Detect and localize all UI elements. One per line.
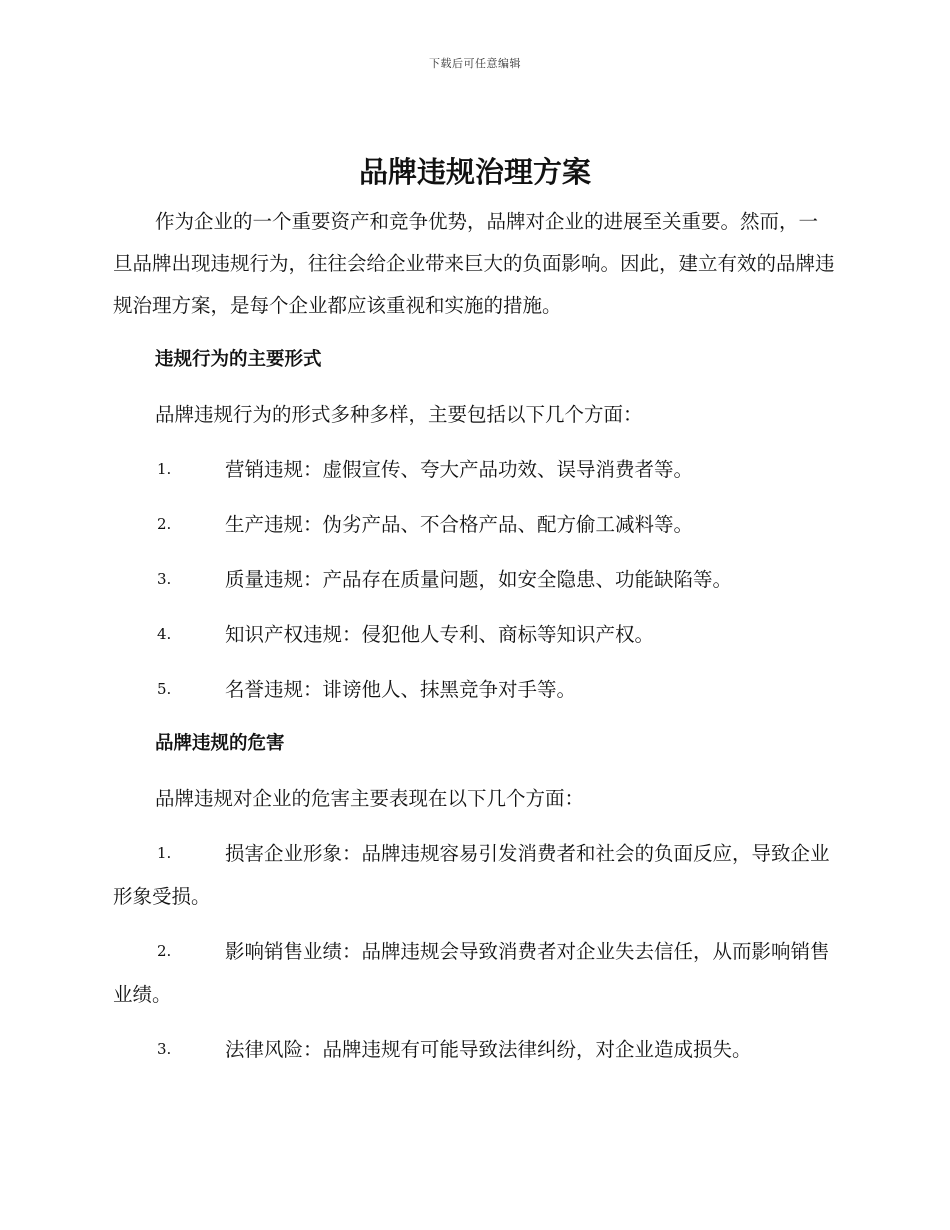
list-number: 2. xyxy=(157,942,172,960)
list-text: 知识产权违规：侵犯他人专利、商标等知识产权。 xyxy=(225,623,655,646)
list-text: 损害企业形象：品牌违规容易引发消费者和社会的负面反应，导致企业形象受损。 xyxy=(113,842,830,908)
section-heading-violation-forms: 违规行为的主要形式 xyxy=(155,349,322,370)
document-body xyxy=(113,201,835,1071)
list-item xyxy=(113,558,835,601)
list-number: 4. xyxy=(157,625,172,643)
section-heading-violation-harm: 品牌违规的危害 xyxy=(155,733,285,754)
list-number: 3. xyxy=(157,1040,172,1058)
section2-lead: 品牌违规对企业的危害主要表现在以下几个方面： xyxy=(155,787,585,810)
header-note: 下载后可任意编辑 xyxy=(429,57,521,70)
list-text: 名誉违规：诽谤他人、抹黑竞争对手等。 xyxy=(225,678,577,701)
list-text: 质量违规：产品存在质量问题，如安全隐患、功能缺陷等。 xyxy=(225,568,733,591)
list-number: 3. xyxy=(157,570,172,588)
list-text: 营销违规：虚假宣传、夸大产品功效、误导消费者等。 xyxy=(225,458,694,481)
list-number: 1. xyxy=(157,460,172,478)
list-text: 法律风险：品牌违规有可能导致法律纠纷，对企业造成损失。 xyxy=(225,1038,752,1061)
list-item xyxy=(113,1028,835,1071)
list-item xyxy=(113,613,835,656)
list-item xyxy=(113,668,835,711)
section1-lead: 品牌违规行为的形式多种多样，主要包括以下几个方面： xyxy=(155,403,643,426)
list-number: 2. xyxy=(157,515,172,533)
list-number: 1. xyxy=(157,844,172,862)
intro-paragraph: 作为企业的一个重要资产和竞争优势，品牌对企业的进展至关重要。然而，一旦品牌出现违规行为，往往会给企业带来巨大的负面影响。因此，建立有效的品牌违规治理方案，是每个企业都应该重视和实施的措施。 xyxy=(113,210,835,317)
list-number: 5. xyxy=(157,680,172,698)
list-item xyxy=(113,832,835,918)
document-title: 品牌违规治理方案 xyxy=(358,155,591,189)
list-item xyxy=(113,930,835,1016)
list-text: 影响销售业绩：品牌违规会导致消费者对企业失去信任，从而影响销售业绩。 xyxy=(113,940,830,1006)
list-item xyxy=(113,448,835,491)
list-item xyxy=(113,503,835,546)
list-text: 生产违规：伪劣产品、不合格产品、配方偷工减料等。 xyxy=(225,513,694,536)
